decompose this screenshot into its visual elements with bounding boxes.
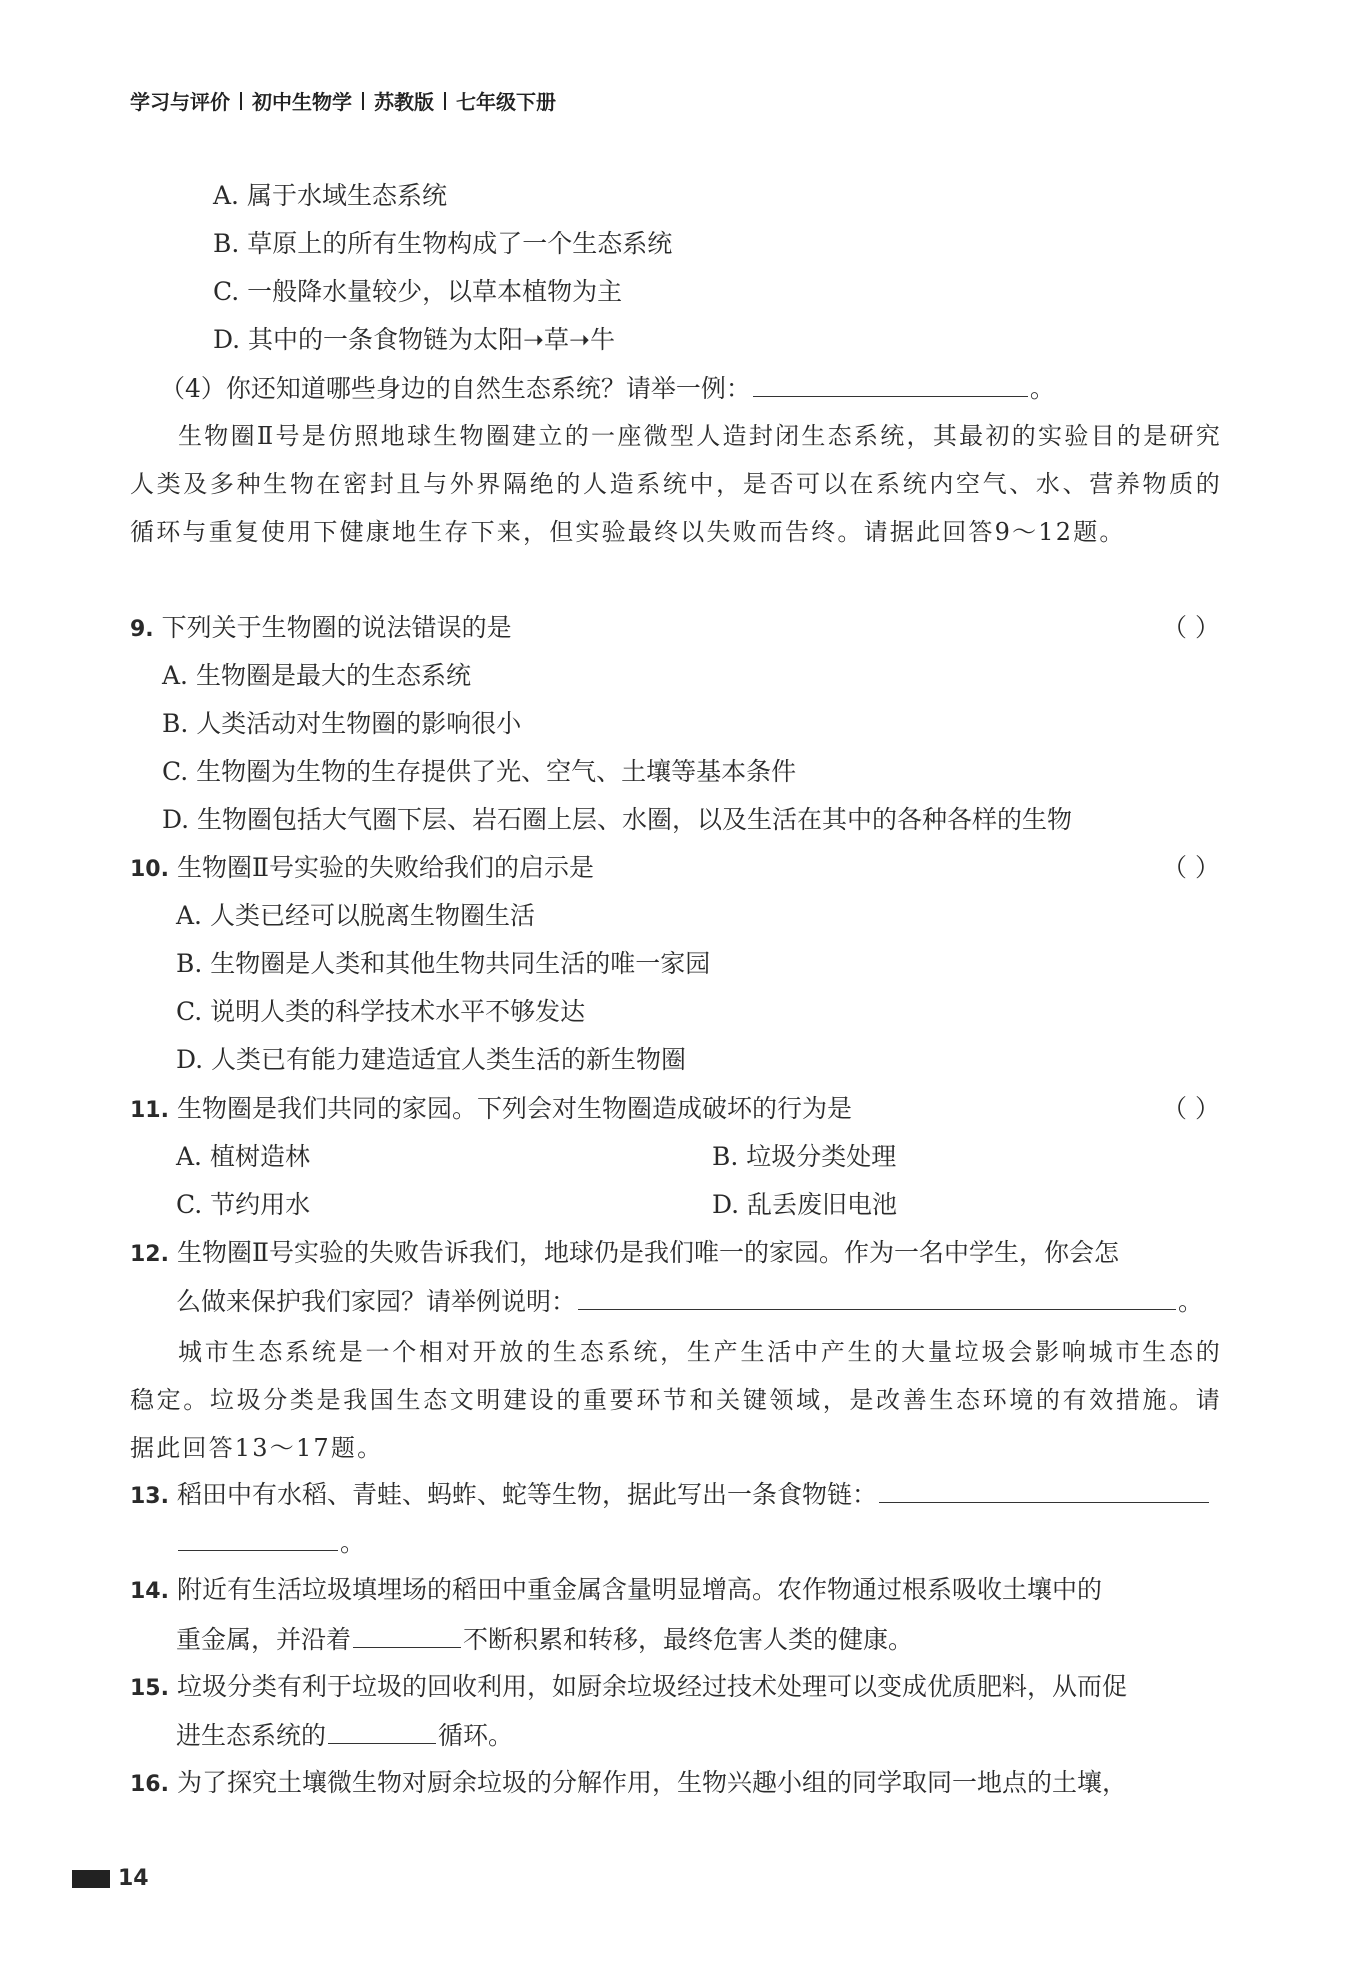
question-text: 进生态系统的 (176, 1721, 327, 1750)
question-14-line-2 (176, 1621, 913, 1658)
question-13 (130, 1476, 1211, 1515)
question-12 (130, 1235, 1119, 1273)
question-stem: 垃圾分类有利于垃圾的回收利用，如厨余垃圾经过技术处理可以变成优质肥料，从而促 (176, 1672, 1127, 1701)
question-text: 循环。 (438, 1721, 514, 1750)
answer-blank[interactable] (328, 1717, 436, 1744)
question-text: （4）你还知道哪些身边的自然生态系统？请举一例： (160, 374, 751, 403)
prev-option-c: C. 一般降水量较少，以草本植物为主 (213, 277, 623, 306)
question-stem: 下列关于生物圈的说法错误的是 (161, 613, 512, 642)
page-footer (72, 1866, 149, 1891)
question-stem: 生物圈Ⅱ号实验的失败告诉我们，地球仍是我们唯一的家园。作为一名中学生，你会怎 (176, 1238, 1119, 1267)
q11-option-a: A. 植树造林 (176, 1142, 310, 1171)
question-stem: 附近有生活垃圾填埋场的稻田中重金属含量明显增高。农作物通过根系吸收土壤中的 (176, 1575, 1102, 1604)
prev-option-d: D. 其中的一条食物链为太阳➝草➝牛 (213, 325, 615, 354)
question-end: 。 (1178, 1287, 1204, 1316)
question-end: 。 (1029, 374, 1055, 403)
q11-option-d: D. 乱丢废旧电池 (712, 1190, 898, 1219)
question-12-line-2 (176, 1283, 1203, 1320)
q11-option-c: C. 节约用水 (176, 1190, 311, 1219)
question-15 (130, 1669, 1127, 1707)
passage-biosphere-2: 生物圈Ⅱ号是仿照地球生物圈建立的一座微型人造封闭生态系统，其最初的实验目的是研究人类及多种生物在密封且与外界隔绝的人造系统中，是否可以在系统内空气、水、营养物质的循环与重复使用下健康地生存下来，但实验最终以失败而告终。请据此回答9～12题。 (130, 422, 1222, 546)
passage-urban-ecosystem: 城市生态系统是一个相对开放的生态系统，生产生活中产生的大量垃圾会影响城市生态的稳定。垃圾分类是我国生态文明建设的重要环节和关键领域，是改善生态环境的有效措施。请据此回答13～17题。 (130, 1338, 1222, 1462)
q9-option-b: B. 人类活动对生物圈的影响很小 (162, 709, 522, 738)
question-8-part-4 (160, 370, 1055, 407)
question-stem: 为了探究土壤微生物对厨余垃圾的分解作用，生物兴趣小组的同学取同一地点的土壤， (176, 1768, 1127, 1797)
page-number: 14 (118, 1866, 149, 1891)
question-number: 10. (130, 857, 169, 882)
question-stem: 稻田中有水稻、青蛙、蚂蚱、蛇等生物，据此写出一条食物链： (176, 1480, 877, 1509)
running-header (130, 86, 556, 115)
question-text: 么做来保护我们家园？请举例说明： (176, 1287, 577, 1316)
q9-option-c: C. 生物圈为生物的生存提供了光、空气、土壤等基本条件 (162, 757, 797, 786)
answer-blank[interactable] (879, 1476, 1209, 1503)
question-end: 。 (340, 1528, 366, 1557)
answer-blank[interactable] (753, 370, 1028, 397)
header-divider (444, 92, 446, 110)
question-number: 11. (130, 1098, 169, 1123)
subject-label: 初中生物学 (252, 90, 352, 114)
answer-blank[interactable] (578, 1283, 1176, 1310)
question-stem: 生物圈是我们共同的家园。下列会对生物圈造成破坏的行为是 (176, 1094, 852, 1123)
question-9 (130, 610, 512, 648)
question-number: 9. (130, 617, 154, 642)
question-text: 重金属，并沿着 (176, 1625, 352, 1654)
question-number: 12. (130, 1242, 169, 1267)
question-number: 14. (130, 1579, 169, 1604)
question-stem: 生物圈Ⅱ号实验的失败给我们的启示是 (176, 853, 594, 882)
question-10 (130, 850, 594, 888)
q10-option-d: D. 人类已有能力建造适宜人类生活的新生物圈 (176, 1045, 687, 1074)
answer-blank[interactable] (353, 1621, 461, 1648)
question-16 (130, 1765, 1127, 1803)
grade-label: 七年级下册 (456, 90, 556, 114)
question-15-line-2 (176, 1717, 513, 1754)
book-title: 学习与评价 (130, 90, 230, 114)
answer-paren[interactable]: （ ） (1162, 1094, 1220, 1123)
answer-blank[interactable] (178, 1524, 338, 1551)
q9-option-d: D. 生物圈包括大气圈下层、岩石圈上层、水圈，以及生活在其中的各种各样的生物 (162, 805, 1073, 834)
answer-paren[interactable]: （ ） (1162, 853, 1220, 882)
question-number: 16. (130, 1772, 169, 1797)
question-text: 不断积累和转移，最终危害人类的健康。 (463, 1625, 914, 1654)
q10-option-a: A. 人类已经可以脱离生物圈生活 (176, 901, 535, 930)
edition-label: 苏教版 (374, 90, 434, 114)
q9-option-a: A. 生物圈是最大的生态系统 (162, 661, 471, 690)
q10-option-b: B. 生物圈是人类和其他生物共同生活的唯一家园 (176, 949, 711, 978)
prev-option-b: B. 草原上的所有生物构成了一个生态系统 (213, 229, 673, 258)
answer-paren[interactable]: （ ） (1162, 613, 1220, 642)
header-divider (362, 92, 364, 110)
header-divider (240, 92, 242, 110)
question-number: 15. (130, 1676, 169, 1701)
q11-option-b: B. 垃圾分类处理 (712, 1142, 897, 1171)
question-number: 13. (130, 1484, 169, 1509)
question-11 (130, 1091, 852, 1129)
question-14 (130, 1572, 1102, 1610)
page-marker-bar (72, 1870, 110, 1888)
question-13-line-2 (176, 1524, 365, 1561)
q10-option-c: C. 说明人类的科学技术水平不够发达 (176, 997, 586, 1026)
prev-option-a: A. 属于水域生态系统 (213, 181, 447, 210)
